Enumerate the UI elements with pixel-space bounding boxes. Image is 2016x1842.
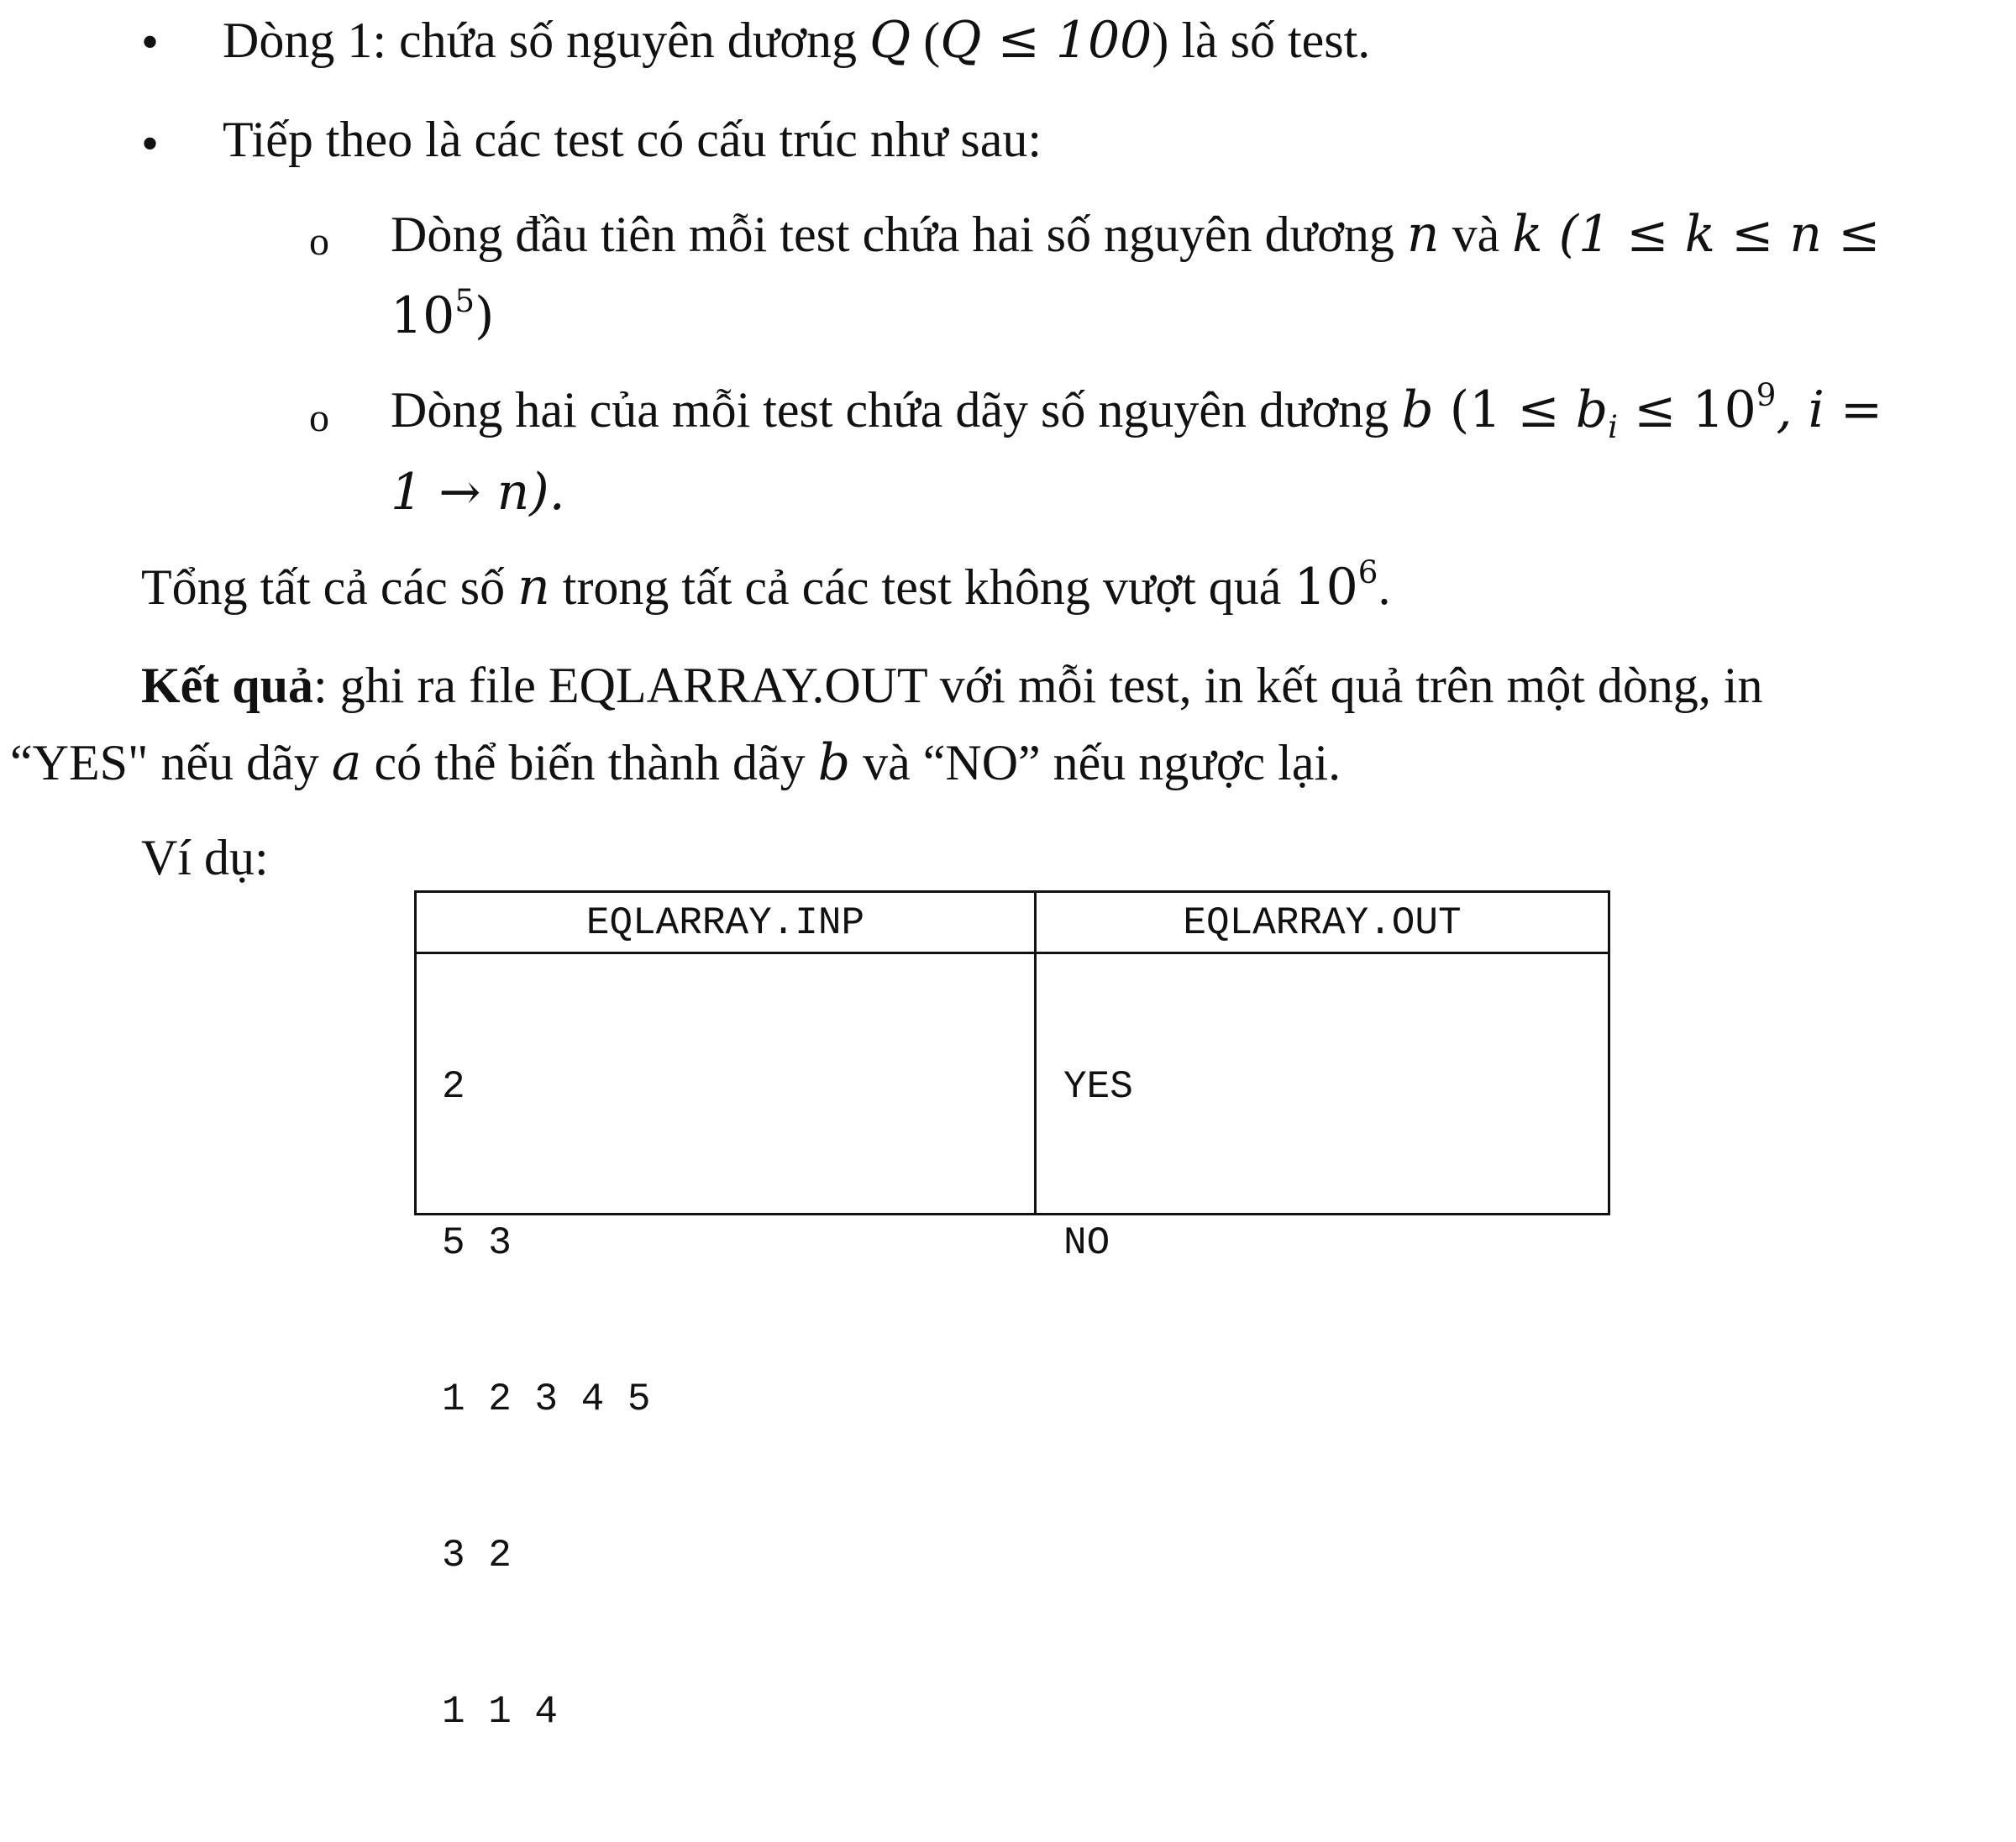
- var-k: k: [1512, 205, 1543, 264]
- input-line: 1 1 4: [442, 1690, 559, 1734]
- sum-end: .: [1378, 559, 1391, 615]
- sub-bullet-circle-2: o: [309, 396, 329, 440]
- table-divider-horizontal: [417, 952, 1608, 954]
- table-header-output: EQLARRAY.OUT: [1183, 901, 1462, 945]
- var-q: Q: [869, 11, 911, 70]
- table-input-cell: [442, 957, 650, 1842]
- var-b: b: [1401, 380, 1434, 439]
- cond-b-end: , i =: [1776, 380, 1883, 439]
- example-label: Ví dụ:: [141, 830, 269, 885]
- var-n: n: [1406, 205, 1440, 264]
- output-line: NO: [1063, 1221, 1110, 1265]
- bullet-line-1: [223, 10, 1370, 71]
- result-text-2b: có thể biến thành dãy: [361, 735, 818, 790]
- exp-9: 9: [1756, 376, 1777, 414]
- input-line: 5 3: [442, 1221, 512, 1265]
- result-label: Kết quả: [141, 658, 314, 713]
- sum-line: [141, 554, 1391, 617]
- input-line: 1 2 3 4 5: [442, 1378, 651, 1421]
- bullet-1-text: Dòng 1: chứa số nguyên dương: [223, 13, 870, 68]
- subbullet-line-2: [391, 376, 1883, 445]
- bullet-1-end: ) là số test.: [1152, 13, 1371, 68]
- exp-5: 5: [454, 282, 475, 320]
- paren-close: ): [475, 286, 495, 345]
- example-table: [414, 890, 1610, 1734]
- subbullet-line-2-cont: [391, 462, 565, 522]
- result-text-1: : ghi ra file EQLARRAY.OUT với mỗi test, in kết quả trên một dòng, in: [313, 658, 1763, 713]
- bullet-dot-1: •: [141, 14, 160, 70]
- table-output-cell: [1063, 957, 1203, 1373]
- var-a: a: [331, 733, 362, 792]
- range-1-n: 1 → n).: [391, 463, 565, 522]
- result-text-2c: và “NO” nếu ngược lại.: [850, 735, 1341, 790]
- and-word: và: [1439, 207, 1513, 262]
- subbullet-line-1-cont: [391, 282, 495, 346]
- result-line-1: [141, 655, 1763, 716]
- input-line: 3 2: [442, 1534, 512, 1577]
- sum-base: 10: [1294, 558, 1358, 617]
- sum-text: Tổng tất cả các số: [141, 559, 518, 615]
- output-line: YES: [1063, 1065, 1133, 1109]
- paren-open: (: [911, 13, 941, 68]
- ten-base: 10: [391, 286, 455, 345]
- cond-q: Q ≤ 100: [940, 11, 1152, 70]
- sub-bullet-circle-1: o: [309, 219, 329, 264]
- table-header-input: EQLARRAY.INP: [585, 901, 865, 945]
- sum-var-n: n: [517, 558, 550, 617]
- subbullet-line-1: [391, 204, 1880, 265]
- cond-kn: (1 ≤ k ≤ n ≤: [1542, 205, 1881, 264]
- bullet-dot-2: •: [141, 116, 160, 171]
- input-line: 2: [442, 1065, 465, 1109]
- var-bi: b: [1575, 380, 1609, 439]
- subbullet-2-text: Dòng hai của mỗi test chứa dãy số nguyên dương: [391, 382, 1402, 438]
- result-line-2: [10, 732, 1341, 793]
- cond-b-start: (1 ≤: [1433, 380, 1576, 439]
- sub-i: i: [1608, 408, 1619, 445]
- sum-exp: 6: [1357, 554, 1378, 591]
- result-text-2a: “YES" nếu dãy: [10, 735, 332, 790]
- sum-text-2: trong tất cả các test không vượt quá: [549, 559, 1294, 615]
- cond-b-mid: ≤ 10: [1618, 380, 1756, 439]
- var-b-result: b: [817, 733, 851, 792]
- bullet-line-2: Tiếp theo là các test có cấu trúc như sau:: [223, 112, 1042, 167]
- subbullet-1-text: Dòng đầu tiên mỗi test chứa hai số nguyên dương: [391, 207, 1407, 262]
